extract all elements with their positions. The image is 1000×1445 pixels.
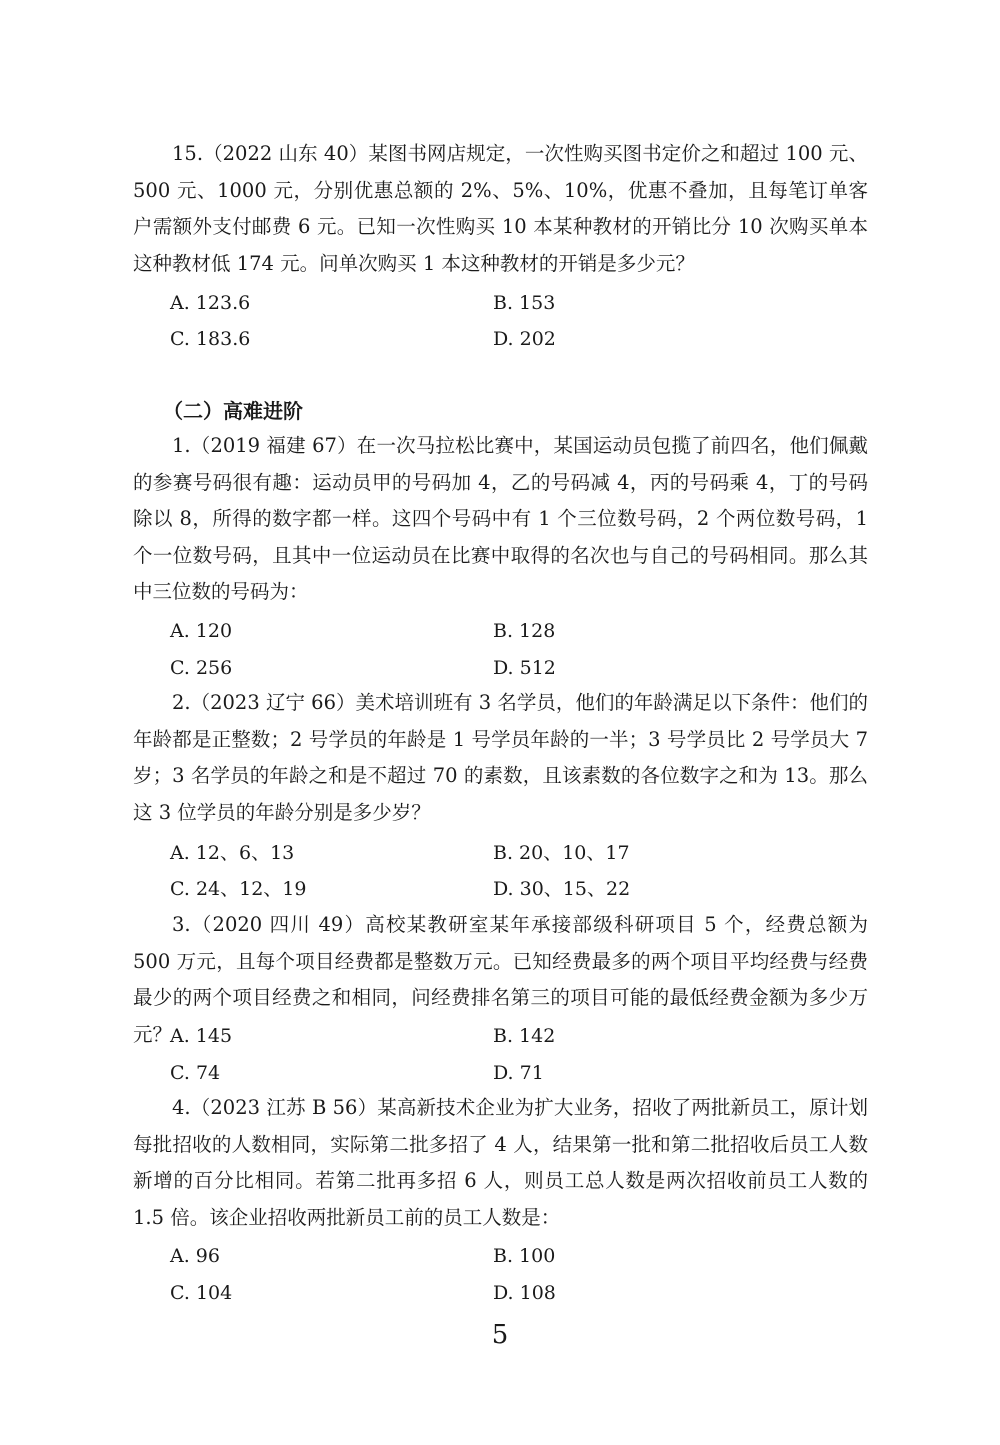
section-heading: （二）高难进阶 [163,399,303,423]
page-number: 5 [491,1320,509,1350]
q15-option-d: D. 202 [493,328,556,350]
q1-option-b: B. 128 [493,620,556,642]
question-2-text: 2.（2023 辽宁 66）美术培训班有 3 名学员，他们的年龄满足以下条件：他们的年龄都是正整数；2 号学员的年龄是 1 号学员年龄的一半；3 号学员比 2 号学员大 7 岁；3 名学员的年龄之和是不超过 70 的素数，且该素数的各位数字之和为 13。那么这 3 位学员的年龄分别是多少岁？ [133,691,868,824]
q4-option-a: A. 96 [170,1245,220,1267]
q4-option-b: B. 100 [493,1245,556,1267]
q2-option-a: A. 12、6、13 [170,842,295,864]
q1-option-d: D. 512 [493,657,556,679]
q2-option-d: D. 30、15、22 [493,878,631,900]
q15-option-c: C. 183.6 [170,328,251,350]
q3-option-c: C. 74 [170,1062,221,1084]
question-15-text: 15.（2022 山东 40）某图书网店规定，一次性购买图书定价之和超过 100 元、500 元、1000 元，分别优惠总额的 2%、5%、10%，优惠不叠加，且每笔订单客户需额外支付邮费 6 元。已知一次性购买 10 本某种教材的开销比分 10 次购买单本这种教材低 174 元。问单次购买 1 本这种教材的开销是多少元？ [133,142,868,275]
q3-option-d: D. 71 [493,1062,544,1084]
question-1-text: 1.（2019 福建 67）在一次马拉松比赛中，某国运动员包揽了前四名，他们佩戴的参赛号码很有趣：运动员甲的号码加 4，乙的号码减 4，丙的号码乘 4，丁的号码除以 8，所得的数字都一样。这四个号码中有 1 个三位数号码，2 个两位数号码，1 个一位数号码，且其中一位运动员在比赛中取得的名次也与自己的号码相同。那么其中三位数的号码为： [133,434,868,603]
q3-option-b: B. 142 [493,1025,556,1047]
question-4-text: 4.（2023 江苏 B 56）某高新技术企业为扩大业务，招收了两批新员工，原计划每批招收的人数相同，实际第二批多招了 4 人，结果第一批和第二批招收后员工人数新增的百分比相同。若第二批再多招 6 人，则员工总人数是两次招收前员工人数的 1.5 倍。该企业招收两批新员工前的员工人数是： [133,1096,868,1229]
question-3-text: 3.（2020 四川 49）高校某教研室某年承接部级科研项目 5 个，经费总额为 500 万元，且每个项目经费都是整数万元。已知经费最多的两个项目平均经费与经费最少的两个项目经费之和相同，问经费排名第三的项目可能的最低经费金额为多少万元？ [133,913,868,1046]
q4-option-c: C. 104 [170,1282,233,1304]
q2-option-b: B. 20、10、17 [493,842,630,864]
q1-option-c: C. 256 [170,657,233,679]
q1-option-a: A. 120 [170,620,233,642]
q2-option-c: C. 24、12、19 [170,878,307,900]
q15-option-a: A. 123.6 [170,292,251,314]
q4-option-d: D. 108 [493,1282,556,1304]
q15-option-b: B. 153 [493,292,556,314]
q3-option-a: A. 145 [170,1025,233,1047]
